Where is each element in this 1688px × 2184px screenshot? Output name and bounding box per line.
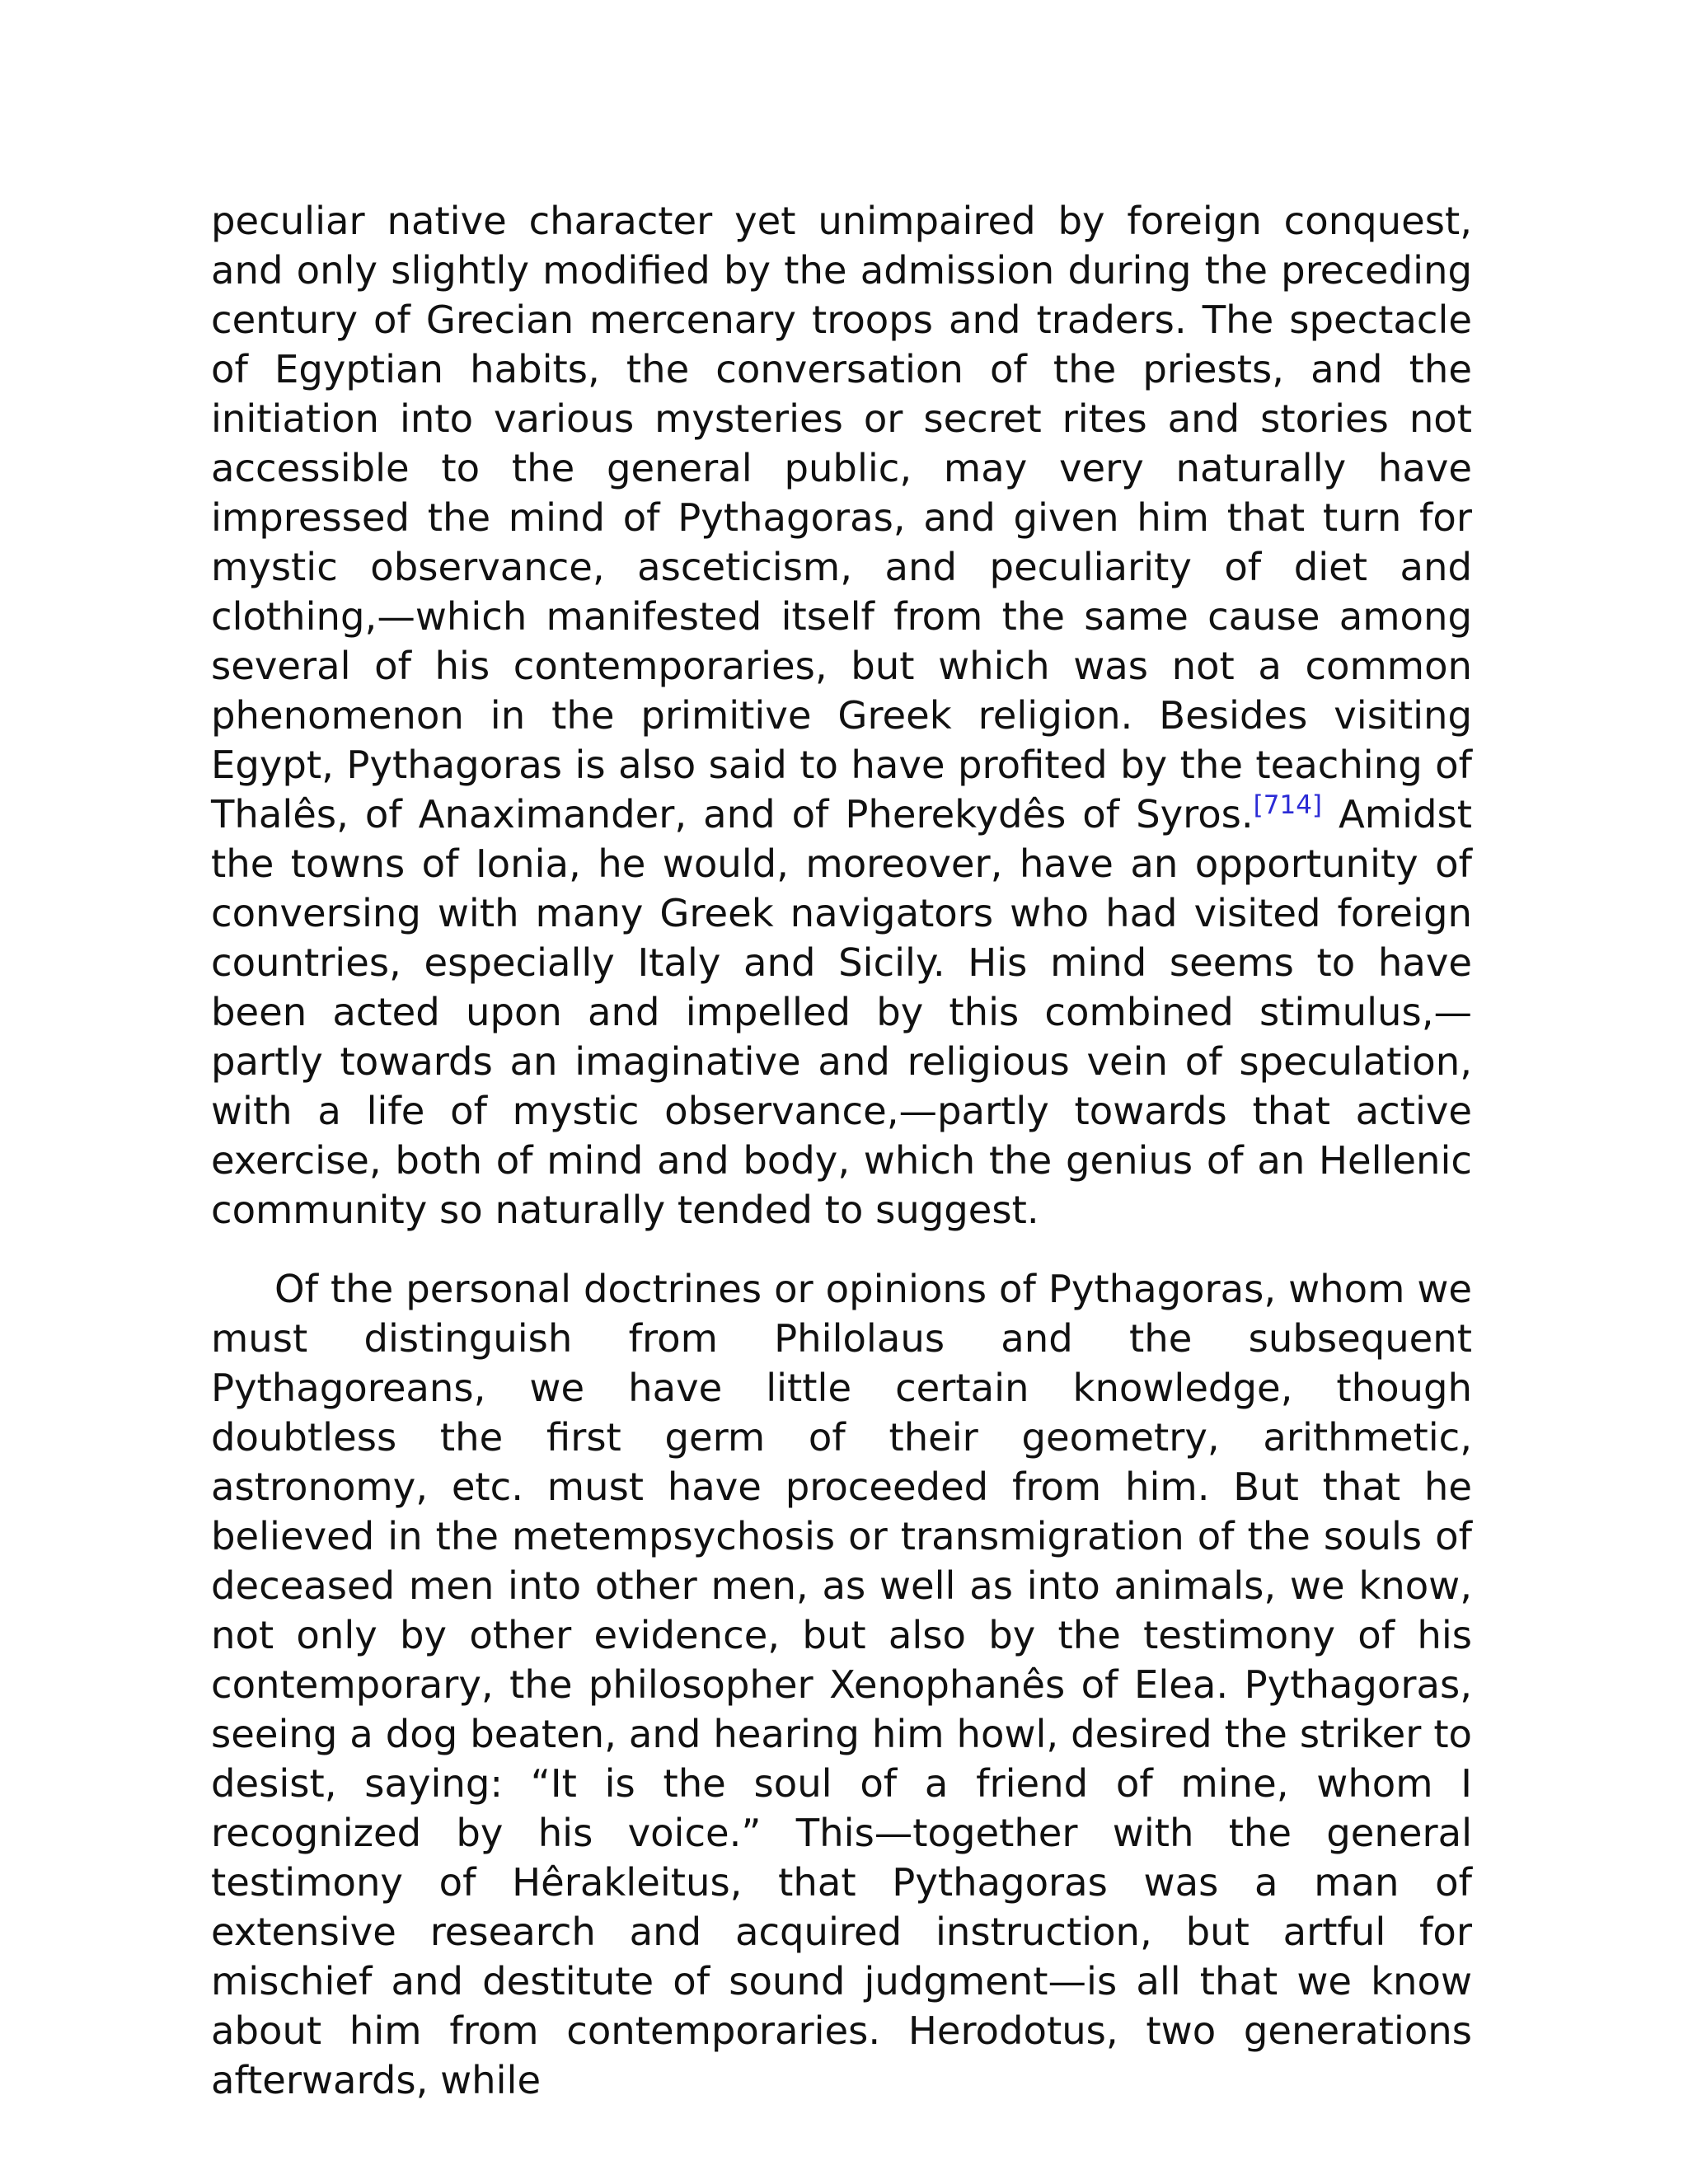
paragraph-1-text-continued: Amidst the towns of Ionia, he would, moreover, have an opportunity of conversing with many Greek navigators who had visited foreign countries, especially Italy and Sicily. His mind seems to have been acted upon and impelled by this combined stimulus,—partly towards an imaginative and religious vein of speculation, with a life of mystic observance,—partly towards that active exercise, both of mind and body, which the genius of an Hellenic community so naturally tended to suggest. bbox=[211, 792, 1472, 1232]
paragraph-2 bbox=[211, 1264, 1472, 2105]
page-body bbox=[211, 196, 1472, 2105]
footnote-reference-link[interactable]: [714] bbox=[1253, 790, 1323, 820]
paragraph-1 bbox=[211, 196, 1472, 1235]
paragraph-2-text: Of the personal doctrines or opinions of Pythagoras, whom we must distinguish from Philolaus and the subsequent Pythagoreans, we have little certain knowledge, though doubtless the first germ of their geometry, arithmetic, astronomy, etc. must have proceeded from him. But that he believed in the metempsychosis or transmigration of the souls of deceased men into other men, as well as into animals, we know, not only by other evidence, but also by the testimony of his contemporary, the philosopher Xenophanês of Elea. Pythagoras, seeing a dog beaten, and hearing him howl, desired the striker to desist, saying: “It is the soul of a friend of mine, whom I recognized by his voice.” This—together with the general testimony of Hêrakleitus, that Pythagoras was a man of extensive research and acquired instruction, but artful for mischief and destitute of sound judgment—is all that we know about him from contemporaries. Herodotus, two generations afterwards, while bbox=[211, 1267, 1472, 2102]
paragraph-1-text: peculiar native character yet unimpaired by foreign conquest, and only slightly modified by the admission during the preceding century of Grecian mercenary troops and traders. The spectacle of Egyptian habits, the conversation of the priests, and the initiation into various mysteries or secret rites and stories not accessible to the general public, may very naturally have impressed the mind of Pythagoras, and given him that turn for mystic observance, asceticism, and peculiarity of diet and clothing,—which manifested itself from the same cause among several of his contemporaries, but which was not a common phenomenon in the primitive Greek religion. Besides visiting Egypt, Pythagoras is also said to have profited by the teaching of Thalês, of Anaximander, and of Pherekydês of Syros. bbox=[211, 199, 1472, 837]
